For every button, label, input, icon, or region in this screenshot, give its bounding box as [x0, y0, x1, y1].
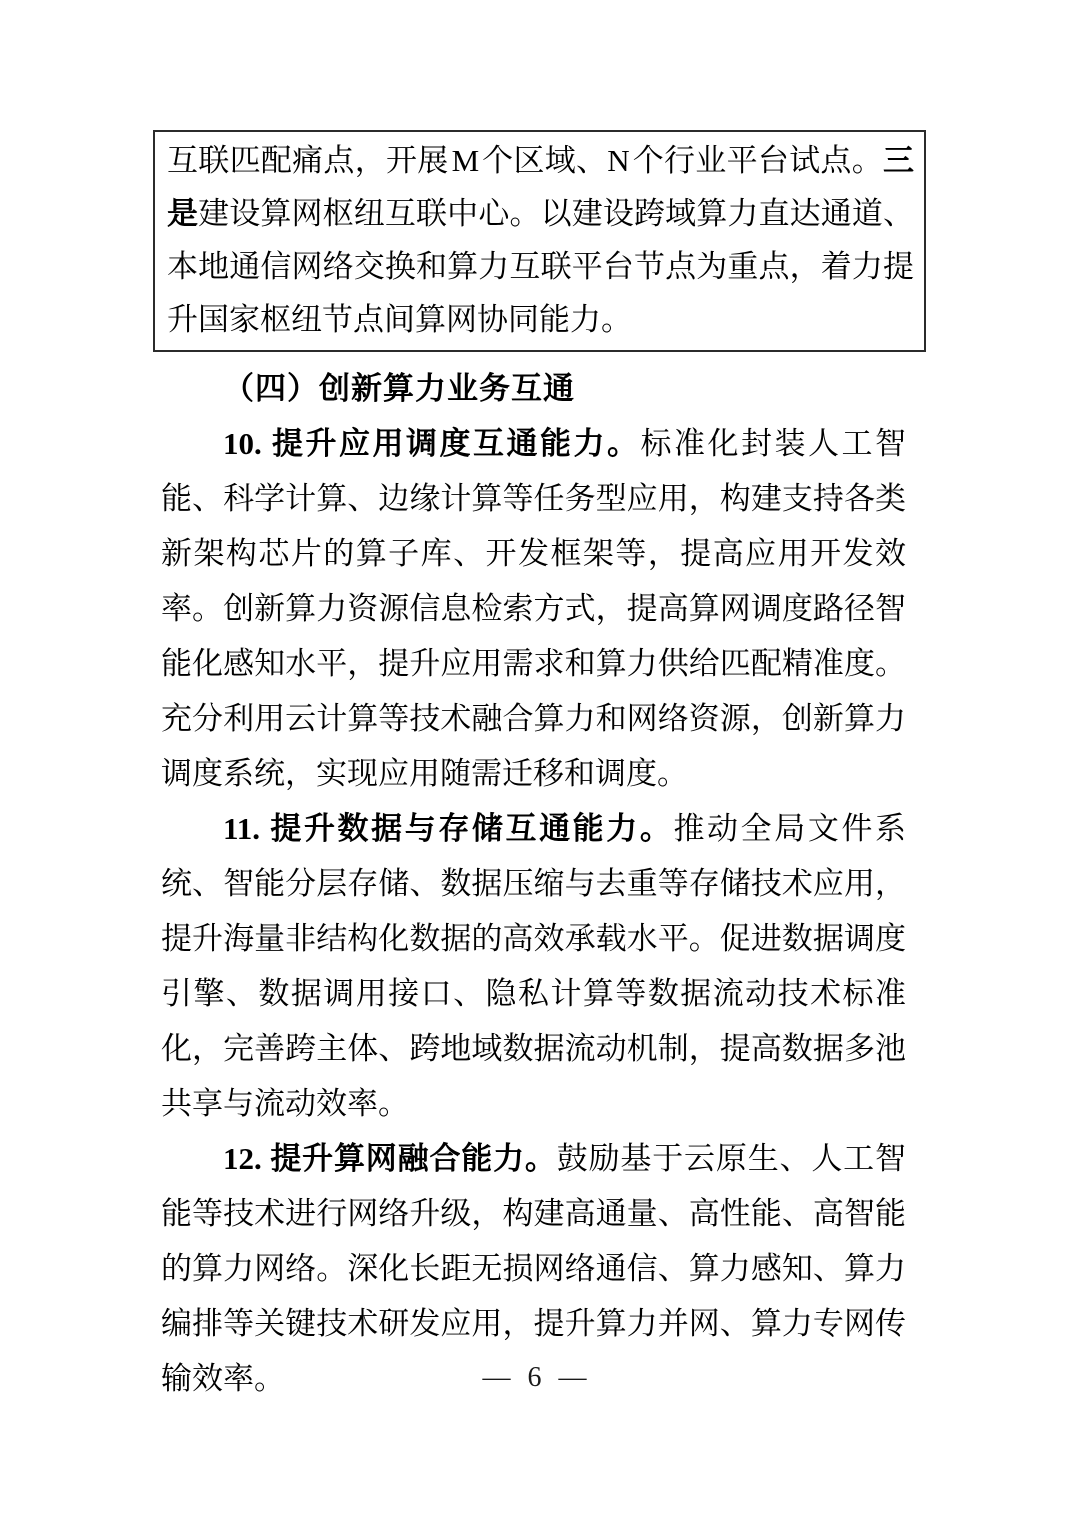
boxed-paragraph	[167, 134, 914, 346]
section-heading: （四）创新算力业务互通	[223, 371, 575, 406]
boxed-paragraph-segment-regular: 建设算网枢纽互联中心。以建设跨域算力直达通道、本地通信网络交换和算力互联平台节点为重点，着力提升国家枢纽节点间算网协同能力。	[167, 196, 915, 337]
paragraph-11	[161, 801, 906, 1131]
paragraph-11-body: 推动全局文件系统、智能分层存储、数据压缩与去重等存储技术应用，提升海量非结构化数据的高效承载水平。促进数据调度引擎、数据调用接口、隐私计算等数据流动技术标准化，完善跨主体、跨地域数据流动机制，提高数据多池共享与流动效率。	[161, 811, 907, 1121]
paragraph-12-body: 鼓励基于云原生、人工智能等技术进行网络升级，构建高通量、高性能、高智能的算力网络。深化长距无损网络通信、算力感知、算力编排等关键技术研发应用，提升算力并网、算力专网传输效率。	[161, 1141, 906, 1396]
highlight-box	[153, 130, 926, 352]
paragraph-12-lead: 12. 提升算网融合能力。	[223, 1141, 557, 1176]
boxed-paragraph-segment-bold: 三是	[167, 143, 914, 231]
page-number: — 6 —	[482, 1362, 592, 1393]
paragraph-10	[161, 416, 906, 801]
paragraph-10-body: 标准化封装人工智能、科学计算、边缘计算等任务型应用，构建支持各类新架构芯片的算子库、开发框架等，提高应用开发效率。创新算力资源信息检索方式，提高算网调度路径智能化感知水平，提升应用需求和算力供给匹配精准度。充分利用云计算等技术融合算力和网络资源，创新算力调度系统，实现应用随需迁移和调度。	[161, 426, 906, 791]
paragraph-11-lead: 11. 提升数据与存储互通能力。	[223, 811, 674, 846]
boxed-paragraph-segment-regular: 互联匹配痛点，开展 M 个区域、N 个行业平台试点。	[167, 143, 883, 178]
paragraph-10-lead: 10. 提升应用调度互通能力。	[223, 426, 641, 461]
document-content	[161, 130, 915, 1406]
